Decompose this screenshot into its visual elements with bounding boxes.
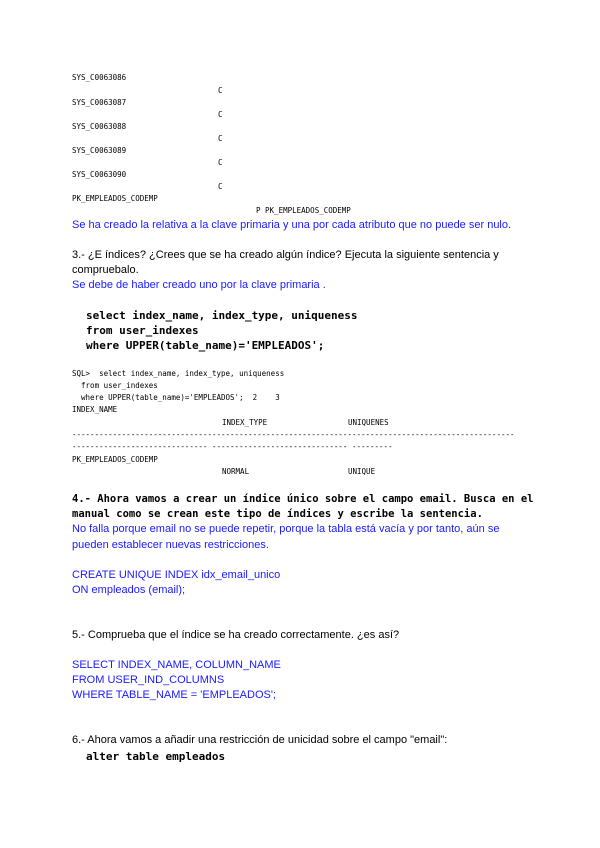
q4-question-line1: 4.- Ahora vamos a crear un índice único sobre el campo email. Busca en el (72, 493, 534, 505)
q3-code-line: select index_name, index_type, uniqueness (86, 309, 358, 322)
note-primary-key: Se ha creado la relativa a la clave primaria y una por cada atributo que no puede ser nulo. (72, 219, 512, 231)
q5-sql-line: SELECT INDEX_NAME, COLUMN_NAME (72, 659, 281, 671)
q4-question-line2: manual como se crean este tipo de índices y escribe la sentencia. (72, 508, 483, 520)
constraint-type: C (218, 158, 223, 167)
q5-question: 5.- Comprueba que el índice se ha creado correctamente. ¿es así? (72, 629, 400, 641)
q6-question: 6.- Ahora vamos a añadir una restricción de unicidad sobre el campo "email": (72, 734, 448, 746)
sqlplus-col-index-name: INDEX_NAME (72, 405, 118, 414)
sqlplus-separator: ------------------------------ ------------------------------ --------- (72, 442, 393, 451)
sqlplus-line: SQL> select index_name, index_type, uniqueness (72, 369, 285, 378)
constraint-name: SYS_C0063090 (72, 170, 127, 179)
sqlplus-row-index-name: PK_EMPLEADOS_CODEMP (72, 455, 158, 464)
pk-constraint-name: PK_EMPLEADOS_CODEMP (72, 194, 158, 203)
constraint-type: C (218, 86, 223, 95)
sqlplus-line: from user_indexes (72, 381, 158, 390)
constraint-type: C (218, 134, 223, 143)
q4-answer-line2: pueden establecer nuevas restricciones. (72, 539, 269, 551)
sqlplus-line: where UPPER(table_name)='EMPLEADOS'; 2 3 (72, 393, 280, 402)
constraint-name: SYS_C0063089 (72, 146, 127, 155)
q6-code-line: alter table empleados (86, 750, 226, 763)
constraint-name: SYS_C0063086 (72, 73, 127, 82)
constraint-name: SYS_C0063087 (72, 98, 127, 107)
q3-code-line: where UPPER(table_name)='EMPLEADOS'; (86, 339, 325, 352)
sqlplus-row-index-type: NORMAL (222, 467, 250, 476)
constraint-name: SYS_C0063088 (72, 122, 127, 131)
sqlplus-row-uniqueness: UNIQUE (348, 467, 376, 476)
sqlplus-col-uniqueness: UNIQUENES (348, 418, 389, 427)
q3-code-line: from user_indexes (86, 324, 199, 337)
pk-constraint-detail: P PK_EMPLEADOS_CODEMP (256, 206, 351, 215)
q5-sql-line: FROM USER_IND_COLUMNS (72, 674, 225, 686)
q3-question-line1: 3.- ¿E índices? ¿Crees que se ha creado algún índice? Ejecuta la siguiente sentencia y (72, 249, 499, 261)
constraint-type: C (218, 110, 223, 119)
q5-sql-line: WHERE TABLE_NAME = 'EMPLEADOS'; (72, 689, 276, 701)
sqlplus-separator: -------------------------------------------------------------------------------------------------- (72, 430, 515, 439)
q4-sql-line: ON empleados (email); (72, 584, 186, 596)
constraint-type: C (218, 182, 223, 191)
sqlplus-col-index-type: INDEX_TYPE (222, 418, 268, 427)
q4-answer-line1: No falla porque email no se puede repetir, porque la tabla está vacía y por tanto, aún se (72, 523, 500, 535)
q3-question-line2: compruebalo. (72, 264, 139, 276)
q4-sql-line: CREATE UNIQUE INDEX idx_email_unico (72, 569, 281, 581)
q3-answer: Se debe de haber creado uno por la clave primaria . (72, 279, 326, 291)
